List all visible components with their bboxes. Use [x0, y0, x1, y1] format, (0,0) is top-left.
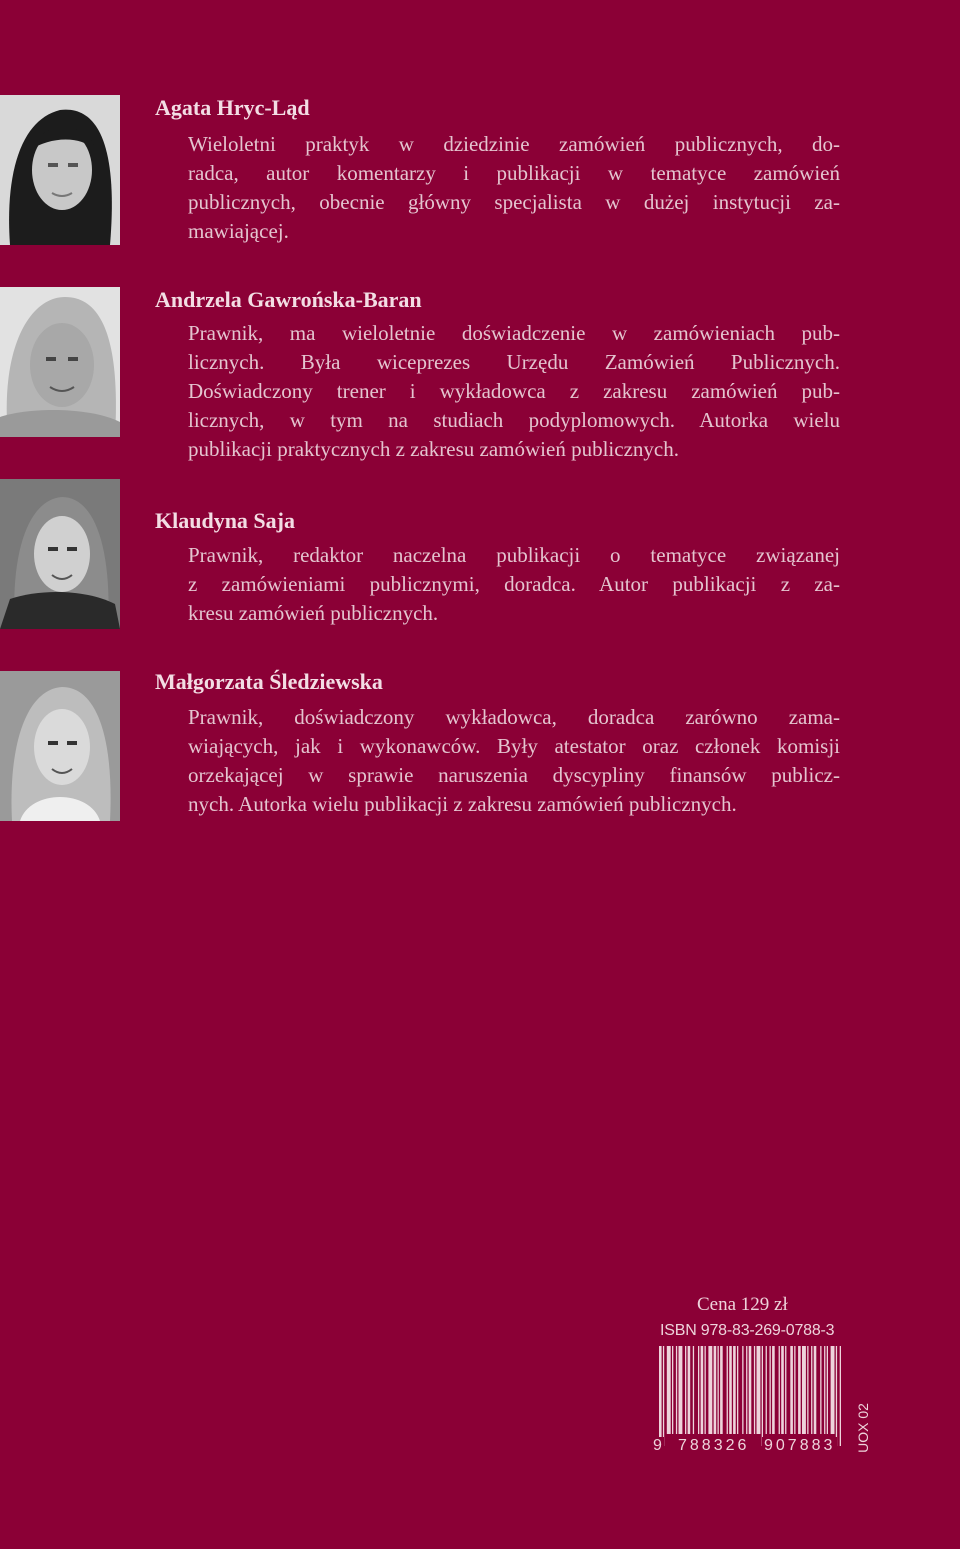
barcode-bar: [802, 1346, 806, 1434]
barcode-bar: [762, 1346, 763, 1446]
barcode-bar: [754, 1346, 755, 1434]
barcode-bar: [807, 1346, 808, 1434]
bio-line: publikacji praktycznych z zakresu zamówień publicznych.: [188, 437, 679, 461]
barcode-bar: [701, 1346, 704, 1434]
bio-line: z zamówieniami publicznymi, doradca. Autor publikacji z za-: [188, 572, 840, 596]
barcode-bar: [794, 1346, 795, 1434]
bio-line: kresu zamówień publicznych.: [188, 601, 439, 625]
barcode-lead-digit: 9: [653, 1437, 662, 1454]
barcode-bar: [729, 1346, 732, 1434]
barcode-bar: [779, 1346, 780, 1434]
bio-line: Prawnik, redaktor naczelna publikacji o tematyce związanej: [188, 543, 840, 567]
barcode-bar: [840, 1346, 841, 1446]
barcode-bar: [746, 1346, 747, 1434]
barcode-bar: [685, 1346, 686, 1434]
author-photo: [0, 287, 120, 437]
barcode-bar: [720, 1346, 723, 1434]
barcode-bar: [714, 1346, 717, 1434]
barcode-bar: [742, 1346, 743, 1434]
price-label: Cena 129 zł: [697, 1294, 788, 1315]
barcode-bar: [672, 1346, 673, 1434]
author-photo: [0, 479, 120, 629]
author-photo: [0, 671, 120, 821]
barcode-bar: [688, 1346, 691, 1434]
barcode-bar: [757, 1346, 761, 1434]
barcode-bar: [676, 1346, 677, 1434]
product-code-text: UOX 02: [855, 1403, 871, 1453]
barcode-bar: [770, 1346, 771, 1434]
barcode-bar: [659, 1346, 662, 1446]
bio-line: Prawnik, ma wieloletnie doświadczenie w zamówieniach pub-: [188, 321, 840, 345]
barcode-bar: [733, 1346, 736, 1434]
author-name: Andrzela Gawrońska-Baran: [155, 287, 422, 312]
product-code: [850, 1398, 876, 1458]
author-name: Małgorzata Śledziewska: [155, 669, 383, 694]
author-bio: [188, 703, 840, 819]
author-photo: [0, 95, 120, 245]
barcode-bar: [718, 1346, 719, 1434]
barcode-group-2: 907883: [764, 1437, 836, 1454]
barcode-bar: [766, 1346, 767, 1434]
barcode-bar: [705, 1346, 706, 1434]
bio-line: licznych. Była wiceprezes Urzędu Zamówień Publicznych.: [188, 350, 840, 374]
author-name: Klaudyna Saja: [155, 508, 295, 533]
author-bio: [188, 319, 840, 464]
bio-line: Doświadczony trener i wykładowca z zakresu zamówień pub-: [188, 379, 840, 403]
barcode-bar: [737, 1346, 738, 1434]
barcode-group-1: 788326: [678, 1437, 750, 1454]
barcode-bar: [790, 1346, 793, 1434]
barcode-bar: [781, 1346, 784, 1434]
author-bio: [188, 130, 840, 246]
bio-line: Wieloletni praktyk w dziedzinie zamówień publicznych, do-: [188, 132, 840, 156]
barcode-icon: [655, 1346, 845, 1446]
bio-line: wiających, jak i wykonawców. Były atestator oraz członek komisji: [188, 734, 840, 758]
author-name: Agata Hryc-Ląd: [155, 95, 310, 120]
barcode-bar: [667, 1346, 671, 1434]
barcode-bar: [785, 1346, 786, 1434]
barcode-bar: [698, 1346, 699, 1434]
barcode-bar: [831, 1346, 835, 1434]
bio-line: Prawnik, doświadczony wykładowca, doradca zarówno zama-: [188, 705, 840, 729]
bio-line: radca, autor komentarzy i publikacji w tematyce zamówień: [188, 161, 840, 185]
bio-line: publicznych, obecnie główny specjalista w dużej instytucji za-: [188, 190, 840, 214]
bio-line: orzekającej w sprawie naruszenia dyscypliny finansów publicz-: [188, 763, 840, 787]
author-bio: [188, 541, 840, 628]
barcode-bar: [814, 1346, 817, 1434]
barcode-bar: [727, 1346, 728, 1434]
bio-line: licznych, w tym na studiach podyplomowych. Autorka wielu: [188, 408, 840, 432]
barcode-bar: [836, 1346, 837, 1446]
barcode-bar: [827, 1346, 828, 1434]
barcode-bar: [749, 1346, 752, 1434]
isbn-label: ISBN 978-83-269-0788-3: [660, 1322, 835, 1339]
barcode-bar: [679, 1346, 683, 1434]
bio-line: nych. Autorka wielu publikacji z zakresu zamówień publicznych.: [188, 792, 737, 816]
barcode-bar: [663, 1346, 664, 1446]
barcode-bar: [824, 1346, 825, 1434]
barcode-bar: [693, 1346, 694, 1434]
bio-line: mawiającej.: [188, 219, 289, 243]
barcode-bar: [772, 1346, 775, 1434]
barcode-bar: [708, 1346, 712, 1434]
barcode-bar: [820, 1346, 821, 1434]
barcode-bar: [798, 1346, 801, 1434]
barcode-bar: [811, 1346, 812, 1434]
